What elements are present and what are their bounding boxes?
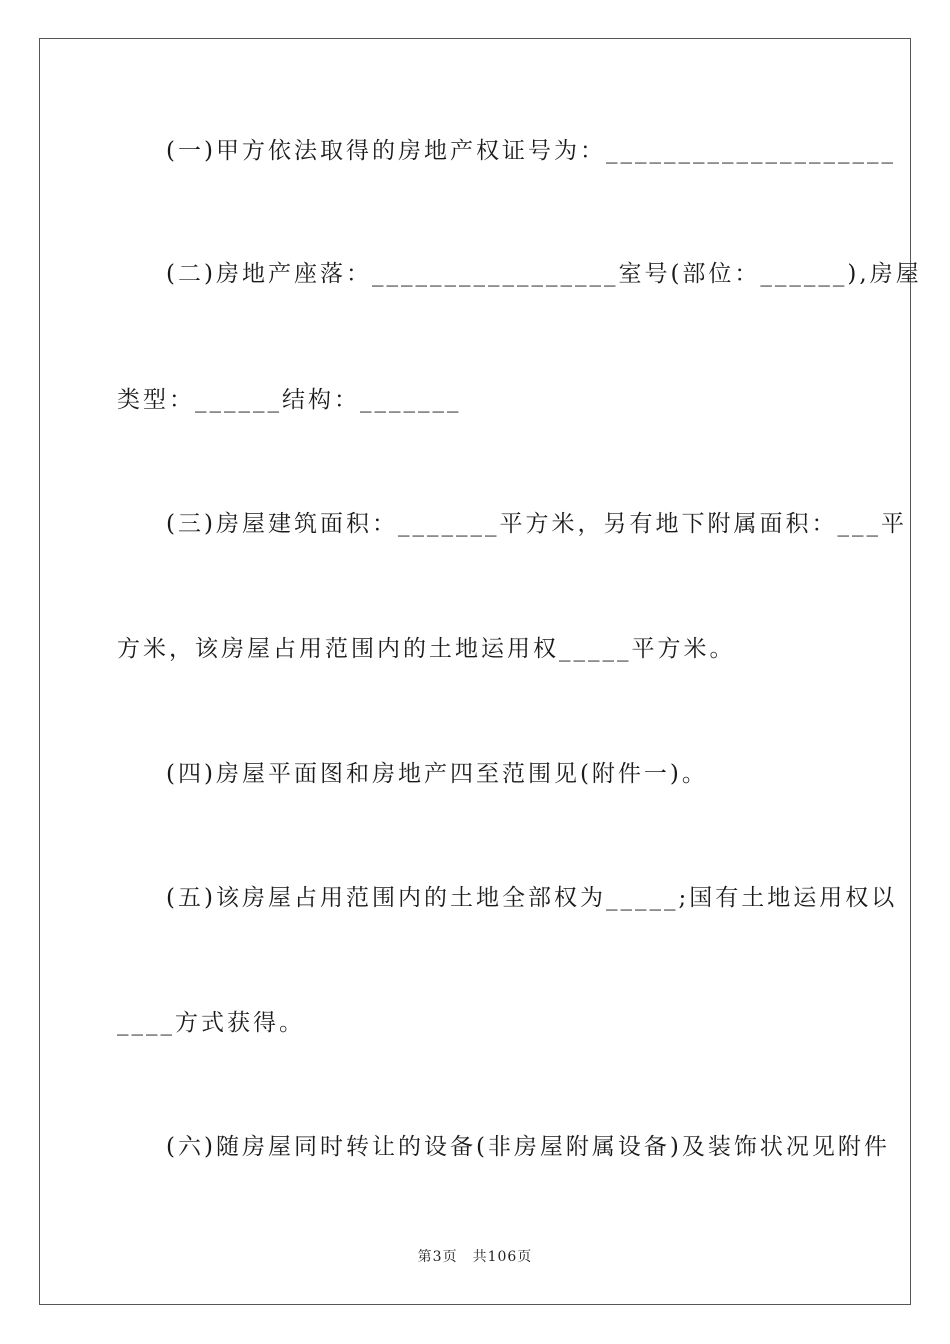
paragraph-3: (三)房屋建筑面积：_______平方米，另有地下附属面积：___平 — [166, 511, 907, 537]
paragraph-2: (二)房地产座落：_________________室号(部位：______),房屋 — [166, 261, 922, 287]
paragraph-5-continued: ____方式获得。 — [117, 1010, 305, 1036]
paragraph-3-continued: 方米，该房屋占用范围内的土地运用权_____平方米。 — [117, 636, 736, 662]
page-number-footer: 第3页 共106页 — [417, 1249, 533, 1265]
page-frame — [39, 38, 922, 1305]
paragraph-4: (四)房屋平面图和房地产四至范围见(附件一)。 — [166, 761, 708, 787]
paragraph-1: (一)甲方依法取得的房地产权证号为：____________________ — [166, 138, 896, 164]
paragraph-6: (六)随房屋同时转让的设备(非房屋附属设备)及装饰状况见附件 — [166, 1134, 890, 1160]
paragraph-5: (五)该房屋占用范围内的土地全部权为_____;国有土地运用权以 — [166, 885, 898, 911]
paragraph-2-continued: 类型：______结构：_______ — [117, 387, 462, 413]
